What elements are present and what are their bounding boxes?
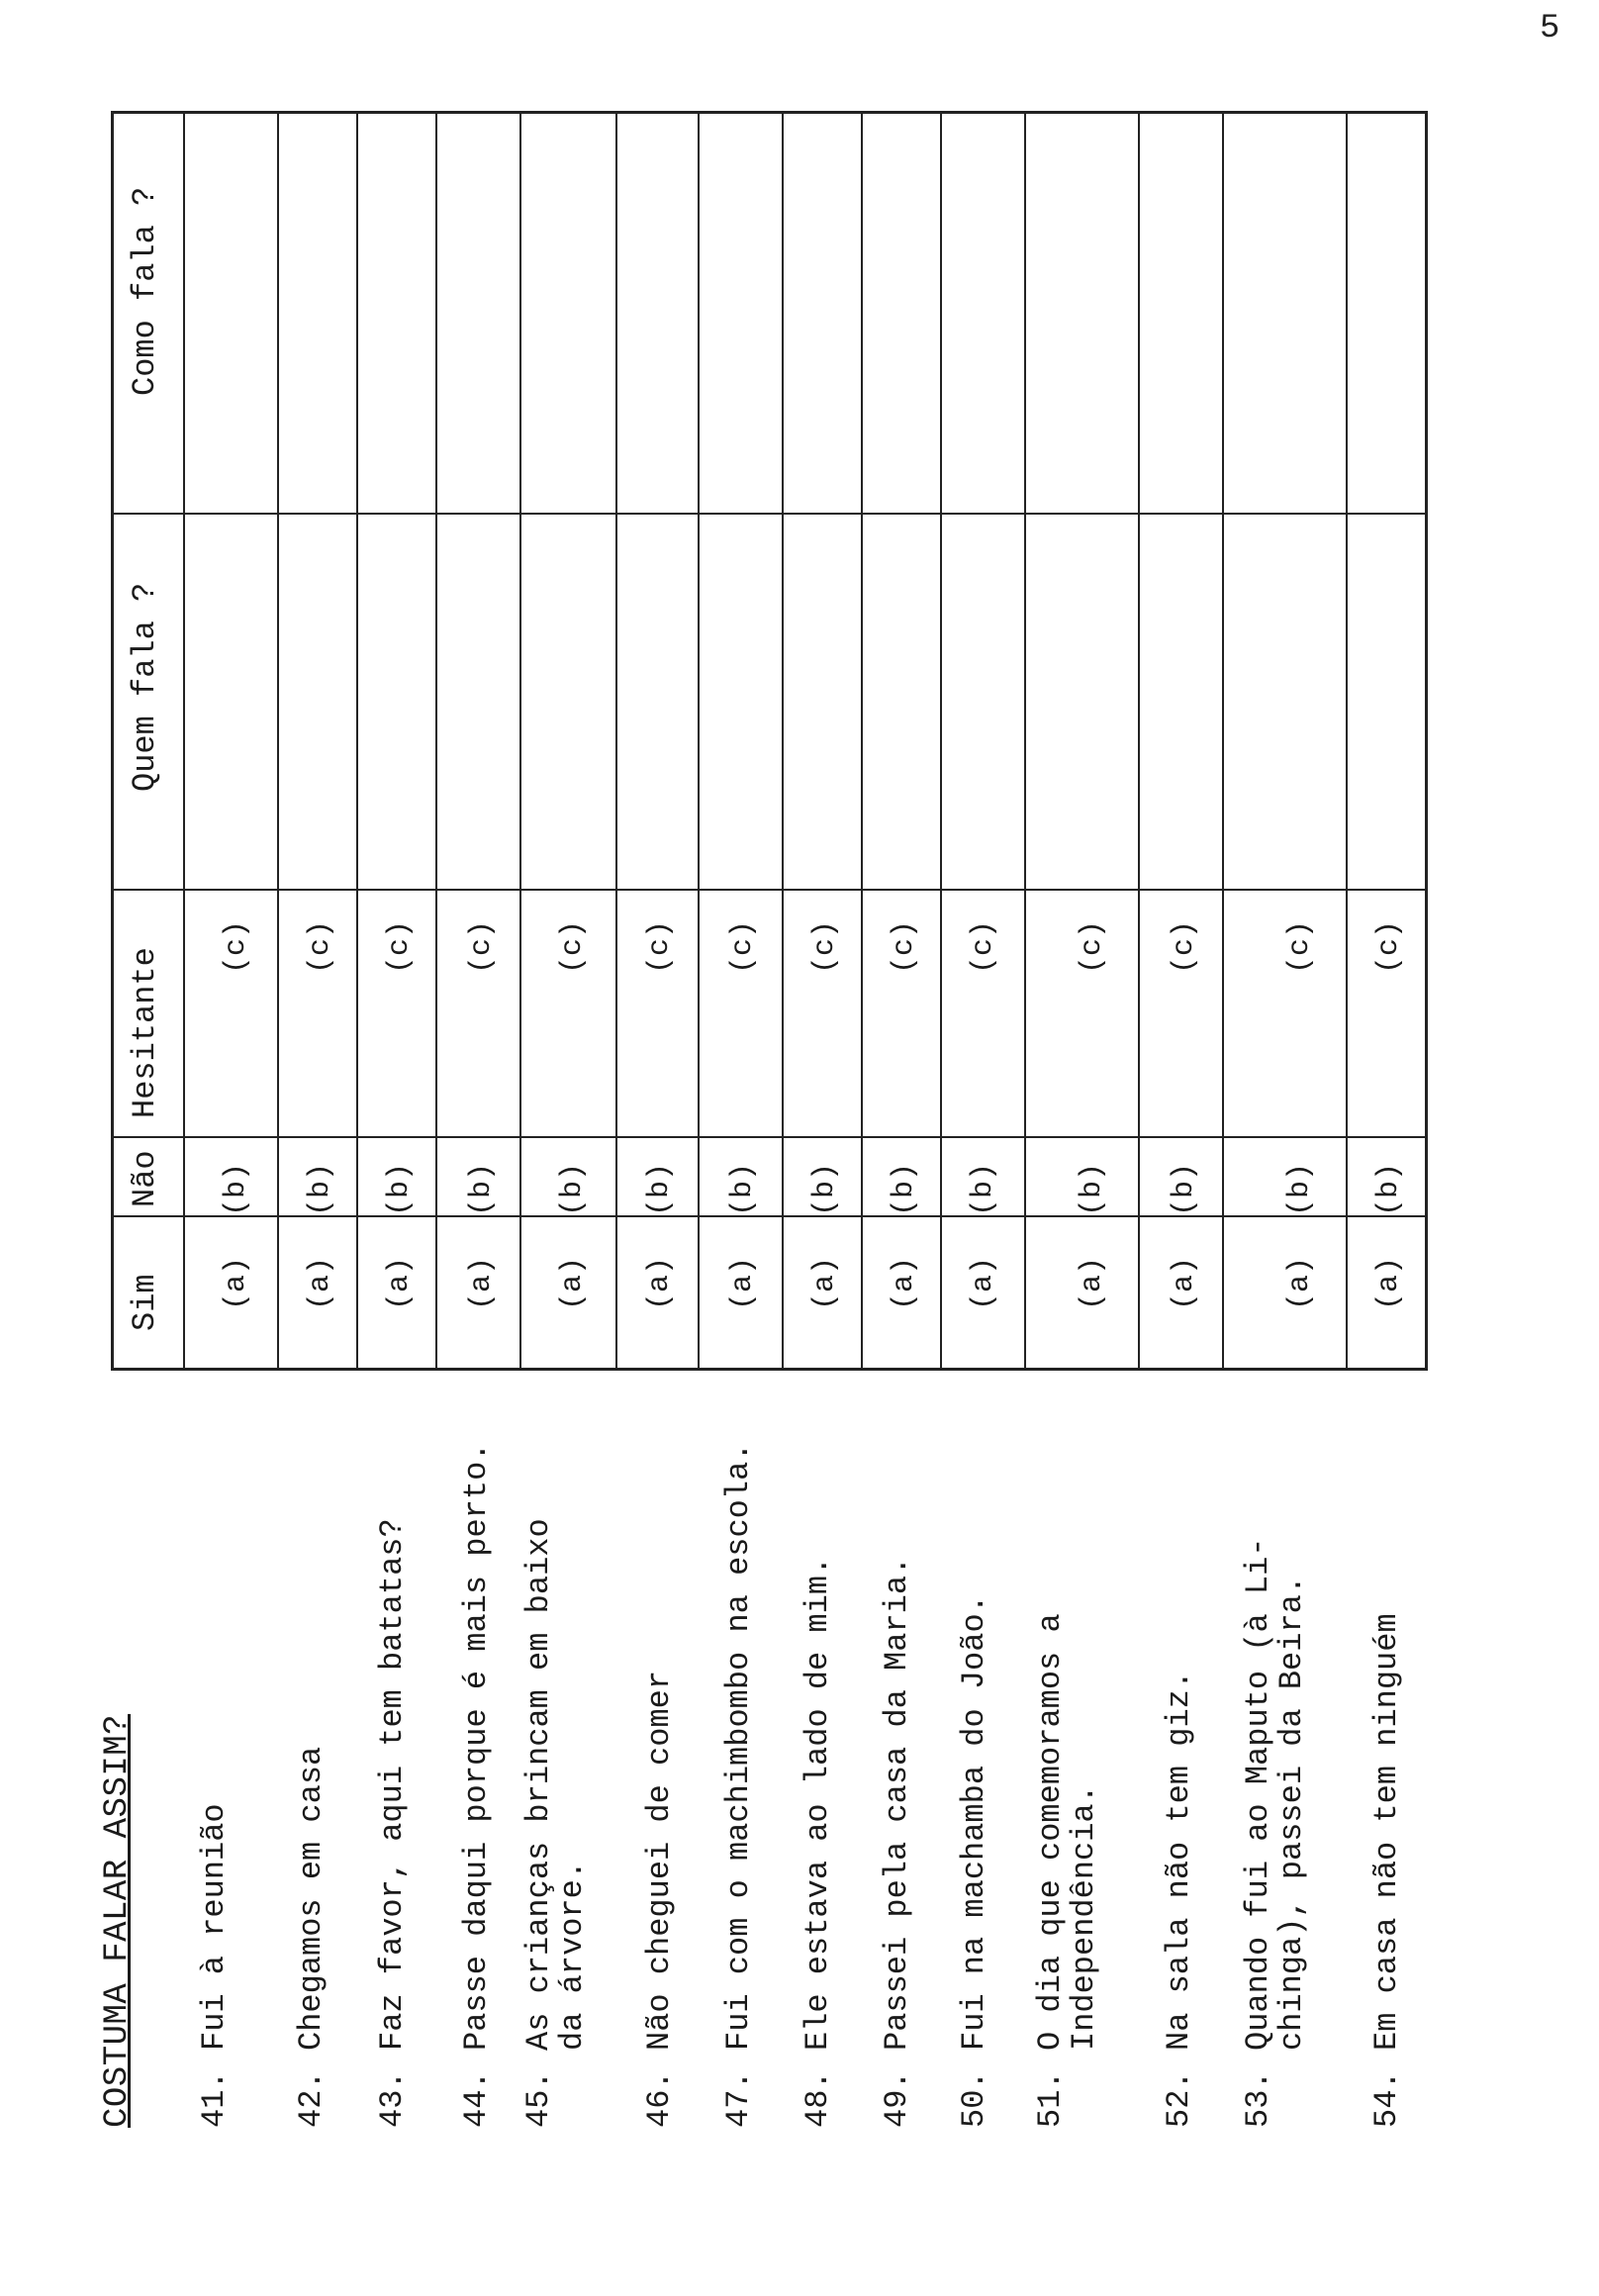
option-c-q41[interactable]: (c) [220, 919, 253, 974]
option-b-q53[interactable]: (b) [1283, 1162, 1317, 1216]
option-b-q47[interactable]: (b) [726, 1162, 760, 1216]
option-b-q43[interactable]: (b) [383, 1162, 417, 1216]
question-42: 42.Chegamos em casa [293, 1746, 329, 2128]
option-b-q52[interactable]: (b) [1168, 1162, 1201, 1216]
option-b-q49[interactable]: (b) [888, 1162, 921, 1216]
question-51: 51.O dia que comemoramos a Independência. [1032, 1613, 1102, 2128]
option-c-q42[interactable]: (c) [304, 919, 337, 974]
option-c-q45[interactable]: (c) [556, 919, 590, 974]
section-title: COSTUMA FALAR ASSIM? [99, 1713, 137, 2128]
option-a-q51[interactable]: (a) [1076, 1256, 1109, 1310]
question-54: 54.Em casa não tem ninguém [1368, 1613, 1405, 2128]
header-nao: Não [127, 1150, 163, 1207]
option-b-q42[interactable]: (b) [304, 1162, 337, 1216]
option-b-q46[interactable]: (b) [643, 1162, 677, 1216]
option-a-q50[interactable]: (a) [967, 1256, 1000, 1310]
option-c-q50[interactable]: (c) [967, 919, 1000, 974]
option-a-q52[interactable]: (a) [1168, 1256, 1201, 1310]
option-c-q46[interactable]: (c) [643, 919, 677, 974]
option-a-q47[interactable]: (a) [726, 1256, 760, 1310]
option-b-q48[interactable]: (b) [808, 1162, 842, 1216]
question-47: 47.Fui com o machimbombo na escola. [720, 1442, 757, 2128]
option-c-q51[interactable]: (c) [1076, 919, 1109, 974]
header-hesitante: Hesitante [127, 947, 163, 1118]
option-a-q48[interactable]: (a) [808, 1256, 842, 1310]
question-49: 49.Passei pela casa da Maria. [879, 1556, 915, 2128]
header-quem-fala: Quem fala ? [127, 582, 163, 792]
option-b-q50[interactable]: (b) [967, 1162, 1000, 1216]
question-46: 46.Não cheguei de comer [641, 1670, 678, 2128]
header-como-fala: Como fala ? [127, 186, 163, 396]
option-a-q49[interactable]: (a) [888, 1256, 921, 1310]
option-b-q44[interactable]: (b) [465, 1162, 499, 1216]
question-50: 50.Fui na machamba do João. [956, 1594, 992, 2128]
question-41: 41.Fui à reunião [196, 1803, 233, 2128]
option-c-q48[interactable]: (c) [808, 919, 842, 974]
question-53: 53.Quando fui ao Maputo (à Li- chinga), passei da Beira. [1240, 1537, 1310, 2128]
option-c-q47[interactable]: (c) [726, 919, 760, 974]
question-52: 52.Na sala não tem giz. [1161, 1670, 1197, 2128]
option-c-q44[interactable]: (c) [465, 919, 499, 974]
option-c-q43[interactable]: (c) [383, 919, 417, 974]
question-44: 44.Passe daqui porque é mais perto. [458, 1442, 495, 2128]
header-sim: Sim [127, 1274, 163, 1331]
option-a-q45[interactable]: (a) [556, 1256, 590, 1310]
option-b-q41[interactable]: (b) [220, 1162, 253, 1216]
option-a-q54[interactable]: (a) [1372, 1256, 1406, 1310]
option-c-q53[interactable]: (c) [1283, 919, 1317, 974]
option-a-q41[interactable]: (a) [220, 1256, 253, 1310]
option-b-q45[interactable]: (b) [556, 1162, 590, 1216]
question-43: 43.Faz favor, aqui tem batatas? [374, 1518, 411, 2128]
option-a-q43[interactable]: (a) [383, 1256, 417, 1310]
question-48: 48.Ele estava ao lado de mim. [800, 1556, 836, 2128]
option-a-q53[interactable]: (a) [1283, 1256, 1317, 1310]
question-45: 45.As crianças brincam em baixo da árvore. [520, 1518, 591, 2128]
option-b-q54[interactable]: (b) [1372, 1162, 1406, 1216]
option-b-q51[interactable]: (b) [1076, 1162, 1109, 1216]
option-c-q52[interactable]: (c) [1168, 919, 1201, 974]
option-a-q44[interactable]: (a) [465, 1256, 499, 1310]
option-a-q46[interactable]: (a) [643, 1256, 677, 1310]
option-a-q42[interactable]: (a) [304, 1256, 337, 1310]
page-number: 5 [1540, 10, 1560, 48]
option-c-q49[interactable]: (c) [888, 919, 921, 974]
option-c-q54[interactable]: (c) [1372, 919, 1406, 974]
